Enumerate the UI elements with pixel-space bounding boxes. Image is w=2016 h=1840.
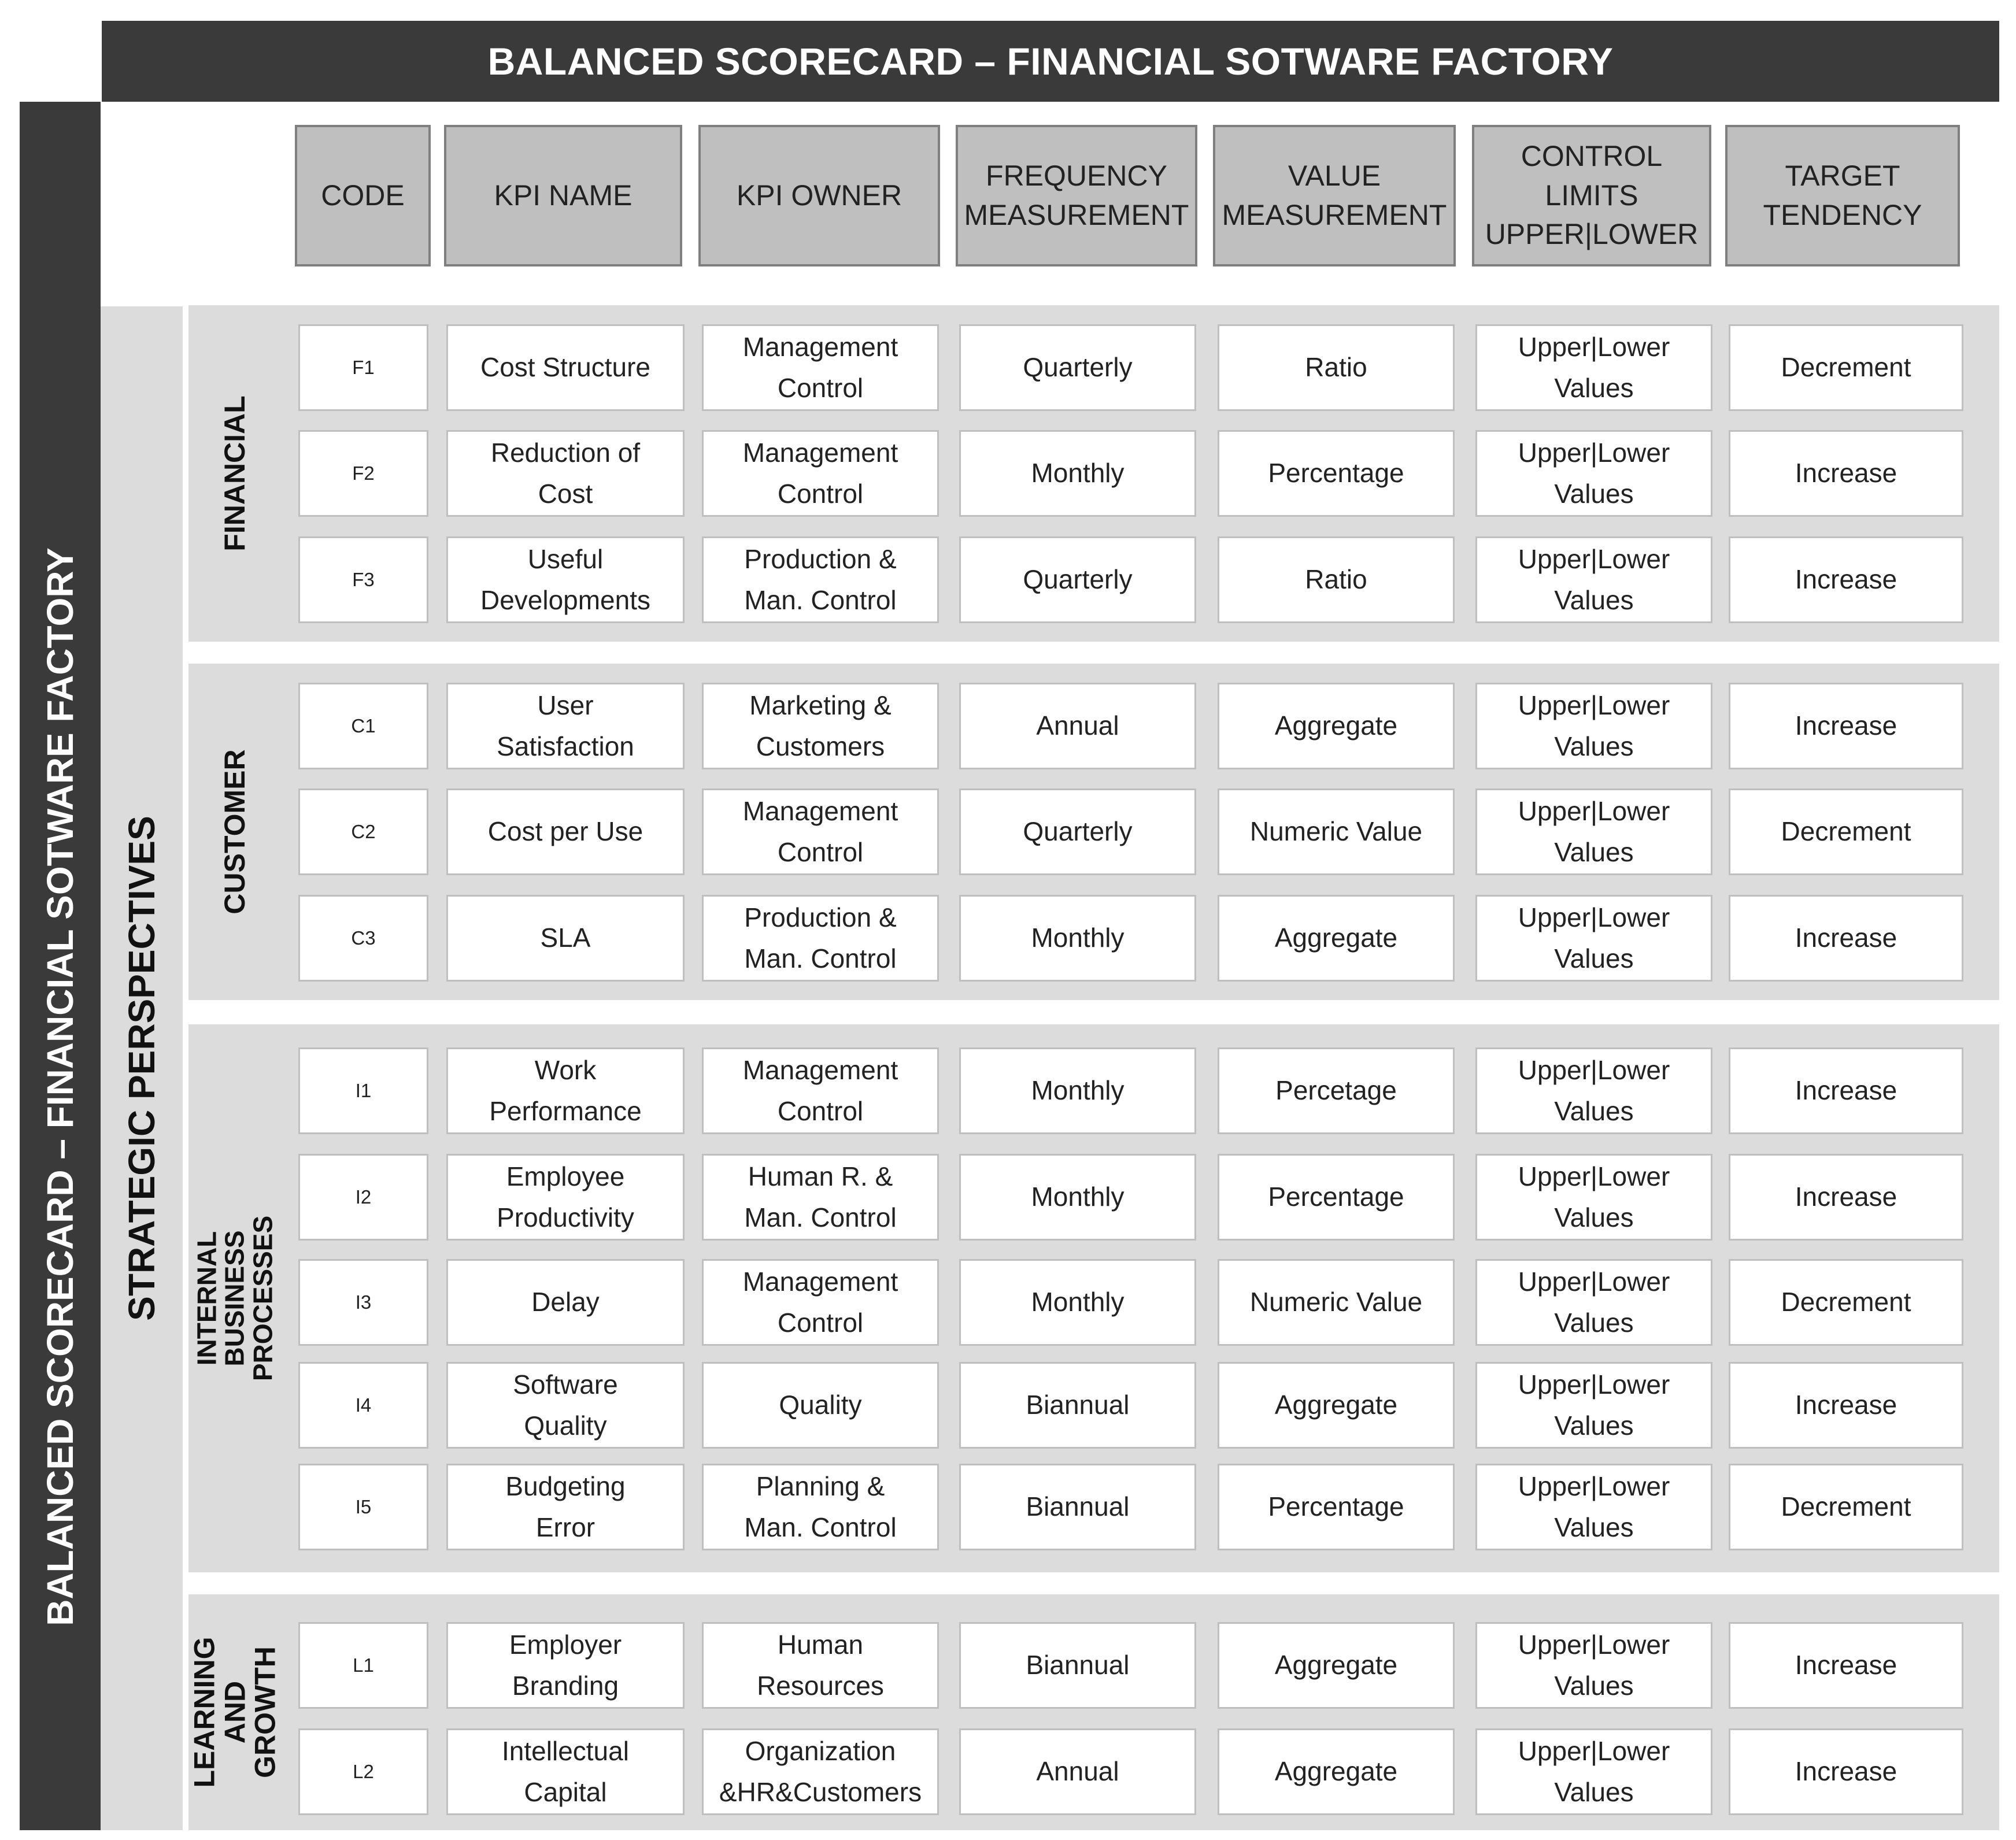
kpi-control-limits: Upper|Lower Values <box>1475 536 1712 623</box>
kpi-control-limits: Upper|Lower Values <box>1475 430 1712 517</box>
kpi-frequency: Biannual <box>959 1464 1196 1550</box>
kpi-value-measurement: Ratio <box>1218 536 1455 623</box>
kpi-value-measurement: Aggregate <box>1218 895 1455 982</box>
kpi-control-limits: Upper|Lower Values <box>1475 895 1712 982</box>
kpi-frequency: Monthly <box>959 1047 1196 1134</box>
kpi-code: L1 <box>298 1622 428 1709</box>
kpi-code: I2 <box>298 1154 428 1241</box>
kpi-owner: Management Control <box>702 430 939 517</box>
kpi-code: I4 <box>298 1362 428 1449</box>
kpi-code: F3 <box>298 536 428 623</box>
kpi-name: Work Performance <box>446 1047 685 1134</box>
header-control-limits: CONTROL LIMITS UPPER|LOWER <box>1472 125 1711 266</box>
kpi-row <box>298 1259 1963 1346</box>
kpi-owner: Management Control <box>702 1047 939 1134</box>
kpi-row <box>298 430 1963 517</box>
kpi-code: I5 <box>298 1464 428 1550</box>
kpi-row <box>298 1464 1963 1550</box>
kpi-control-limits: Upper|Lower Values <box>1475 1259 1712 1346</box>
kpi-name: Reduction of Cost <box>446 430 685 517</box>
perspective-label-container <box>188 1594 281 1830</box>
kpi-name: Software Quality <box>446 1362 685 1449</box>
kpi-value-measurement: Aggregate <box>1218 1622 1455 1709</box>
kpi-row <box>298 324 1963 411</box>
strategic-perspectives-label: STRATEGIC PERSPECTIVES <box>121 816 162 1321</box>
kpi-row <box>298 536 1963 623</box>
kpi-owner: Quality <box>702 1362 939 1449</box>
kpi-target-tendency: Decrement <box>1729 1464 1963 1550</box>
perspective-label-container <box>188 305 281 642</box>
header-frequency-measurement: FREQUENCY MEASUREMENT <box>956 125 1197 266</box>
kpi-frequency: Quarterly <box>959 788 1196 875</box>
kpi-row <box>298 683 1963 769</box>
kpi-target-tendency: Increase <box>1729 1154 1963 1241</box>
perspective-label: CUSTOMER <box>218 749 251 915</box>
kpi-code: F2 <box>298 430 428 517</box>
kpi-owner: Planning & Man. Control <box>702 1464 939 1550</box>
kpi-code: C1 <box>298 683 428 769</box>
strategic-perspectives-band <box>101 306 183 1830</box>
kpi-name: Intellectual Capital <box>446 1728 685 1815</box>
kpi-owner: Management Control <box>702 1259 939 1346</box>
perspective-label: FINANCIAL <box>218 395 251 551</box>
kpi-owner: Human R. & Man. Control <box>702 1154 939 1241</box>
kpi-name: User Satisfaction <box>446 683 685 769</box>
kpi-code: C3 <box>298 895 428 982</box>
kpi-value-measurement: Ratio <box>1218 324 1455 411</box>
kpi-name: Delay <box>446 1259 685 1346</box>
kpi-row <box>298 895 1963 982</box>
kpi-value-measurement: Aggregate <box>1218 1728 1455 1815</box>
kpi-frequency: Monthly <box>959 1154 1196 1241</box>
kpi-control-limits: Upper|Lower Values <box>1475 1362 1712 1449</box>
kpi-owner: Organization &HR&Customers <box>702 1728 939 1815</box>
kpi-owner: Production & Man. Control <box>702 895 939 982</box>
header-value-measurement: VALUE MEASUREMENT <box>1213 125 1456 266</box>
kpi-target-tendency: Decrement <box>1729 788 1963 875</box>
kpi-code: I1 <box>298 1047 428 1134</box>
kpi-code: F1 <box>298 324 428 411</box>
kpi-value-measurement: Aggregate <box>1218 683 1455 769</box>
kpi-frequency: Biannual <box>959 1362 1196 1449</box>
kpi-frequency: Annual <box>959 683 1196 769</box>
kpi-frequency: Quarterly <box>959 324 1196 411</box>
header-target-tendency: TARGET TENDENCY <box>1725 125 1960 266</box>
kpi-control-limits: Upper|Lower Values <box>1475 1464 1712 1550</box>
kpi-row <box>298 1622 1963 1709</box>
perspective-internal-business-processes <box>188 1024 1999 1572</box>
kpi-target-tendency: Increase <box>1729 683 1963 769</box>
kpi-owner: Human Resources <box>702 1622 939 1709</box>
kpi-value-measurement: Numeric Value <box>1218 788 1455 875</box>
kpi-name: Cost Structure <box>446 324 685 411</box>
kpi-row <box>298 1728 1963 1815</box>
kpi-control-limits: Upper|Lower Values <box>1475 324 1712 411</box>
kpi-row <box>298 788 1963 875</box>
kpi-code: I3 <box>298 1259 428 1346</box>
kpi-owner: Management Control <box>702 788 939 875</box>
header-kpi-name: KPI NAME <box>444 125 682 266</box>
kpi-owner: Management Control <box>702 324 939 411</box>
kpi-name: SLA <box>446 895 685 982</box>
kpi-target-tendency: Decrement <box>1729 324 1963 411</box>
scorecard-title-banner <box>102 21 1999 102</box>
kpi-target-tendency: Increase <box>1729 1728 1963 1815</box>
kpi-owner: Production & Man. Control <box>702 536 939 623</box>
kpi-control-limits: Upper|Lower Values <box>1475 1622 1712 1709</box>
kpi-code: L2 <box>298 1728 428 1815</box>
kpi-name: Useful Developments <box>446 536 685 623</box>
kpi-owner: Marketing & Customers <box>702 683 939 769</box>
kpi-value-measurement: Percentage <box>1218 1464 1455 1550</box>
perspective-label-container <box>188 1024 281 1572</box>
kpi-target-tendency: Increase <box>1729 536 1963 623</box>
header-code: CODE <box>295 125 431 266</box>
kpi-code: C2 <box>298 788 428 875</box>
scorecard-title: BALANCED SCORECARD – FINANCIAL SOTWARE FACTORY <box>487 40 1614 83</box>
kpi-frequency: Monthly <box>959 1259 1196 1346</box>
kpi-control-limits: Upper|Lower Values <box>1475 1728 1712 1815</box>
kpi-name: Cost per Use <box>446 788 685 875</box>
perspective-learning-and-growth <box>188 1594 1999 1830</box>
kpi-target-tendency: Decrement <box>1729 1259 1963 1346</box>
header-kpi-owner: KPI OWNER <box>698 125 940 266</box>
perspective-label: LEARNING AND GROWTH <box>188 1637 282 1788</box>
kpi-name: Budgeting Error <box>446 1464 685 1550</box>
column-header-row <box>295 125 1961 266</box>
kpi-frequency: Monthly <box>959 430 1196 517</box>
kpi-value-measurement: Aggregate <box>1218 1362 1455 1449</box>
perspective-customer <box>188 664 1999 1000</box>
perspective-label-container <box>188 664 281 1000</box>
kpi-target-tendency: Increase <box>1729 1622 1963 1709</box>
side-title: BALANCED SCORECARD – FINANCIAL SOTWARE FACTORY <box>39 547 81 1627</box>
kpi-frequency: Annual <box>959 1728 1196 1815</box>
kpi-frequency: Monthly <box>959 895 1196 982</box>
kpi-value-measurement: Percentage <box>1218 1154 1455 1241</box>
kpi-name: Employer Branding <box>446 1622 685 1709</box>
perspective-label: INTERNAL BUSINESS PROCESSES <box>191 1215 278 1382</box>
kpi-target-tendency: Increase <box>1729 1362 1963 1449</box>
kpi-target-tendency: Increase <box>1729 895 1963 982</box>
kpi-control-limits: Upper|Lower Values <box>1475 1047 1712 1134</box>
perspective-financial <box>188 305 1999 642</box>
kpi-control-limits: Upper|Lower Values <box>1475 683 1712 769</box>
kpi-row <box>298 1362 1963 1449</box>
kpi-row <box>298 1047 1963 1134</box>
kpi-frequency: Biannual <box>959 1622 1196 1709</box>
kpi-name: Employee Productivity <box>446 1154 685 1241</box>
kpi-control-limits: Upper|Lower Values <box>1475 788 1712 875</box>
kpi-target-tendency: Increase <box>1729 1047 1963 1134</box>
side-title-banner <box>20 102 101 1830</box>
kpi-control-limits: Upper|Lower Values <box>1475 1154 1712 1241</box>
kpi-value-measurement: Percetage <box>1218 1047 1455 1134</box>
kpi-row <box>298 1154 1963 1241</box>
kpi-value-measurement: Numeric Value <box>1218 1259 1455 1346</box>
kpi-value-measurement: Percentage <box>1218 430 1455 517</box>
kpi-frequency: Quarterly <box>959 536 1196 623</box>
kpi-target-tendency: Increase <box>1729 430 1963 517</box>
